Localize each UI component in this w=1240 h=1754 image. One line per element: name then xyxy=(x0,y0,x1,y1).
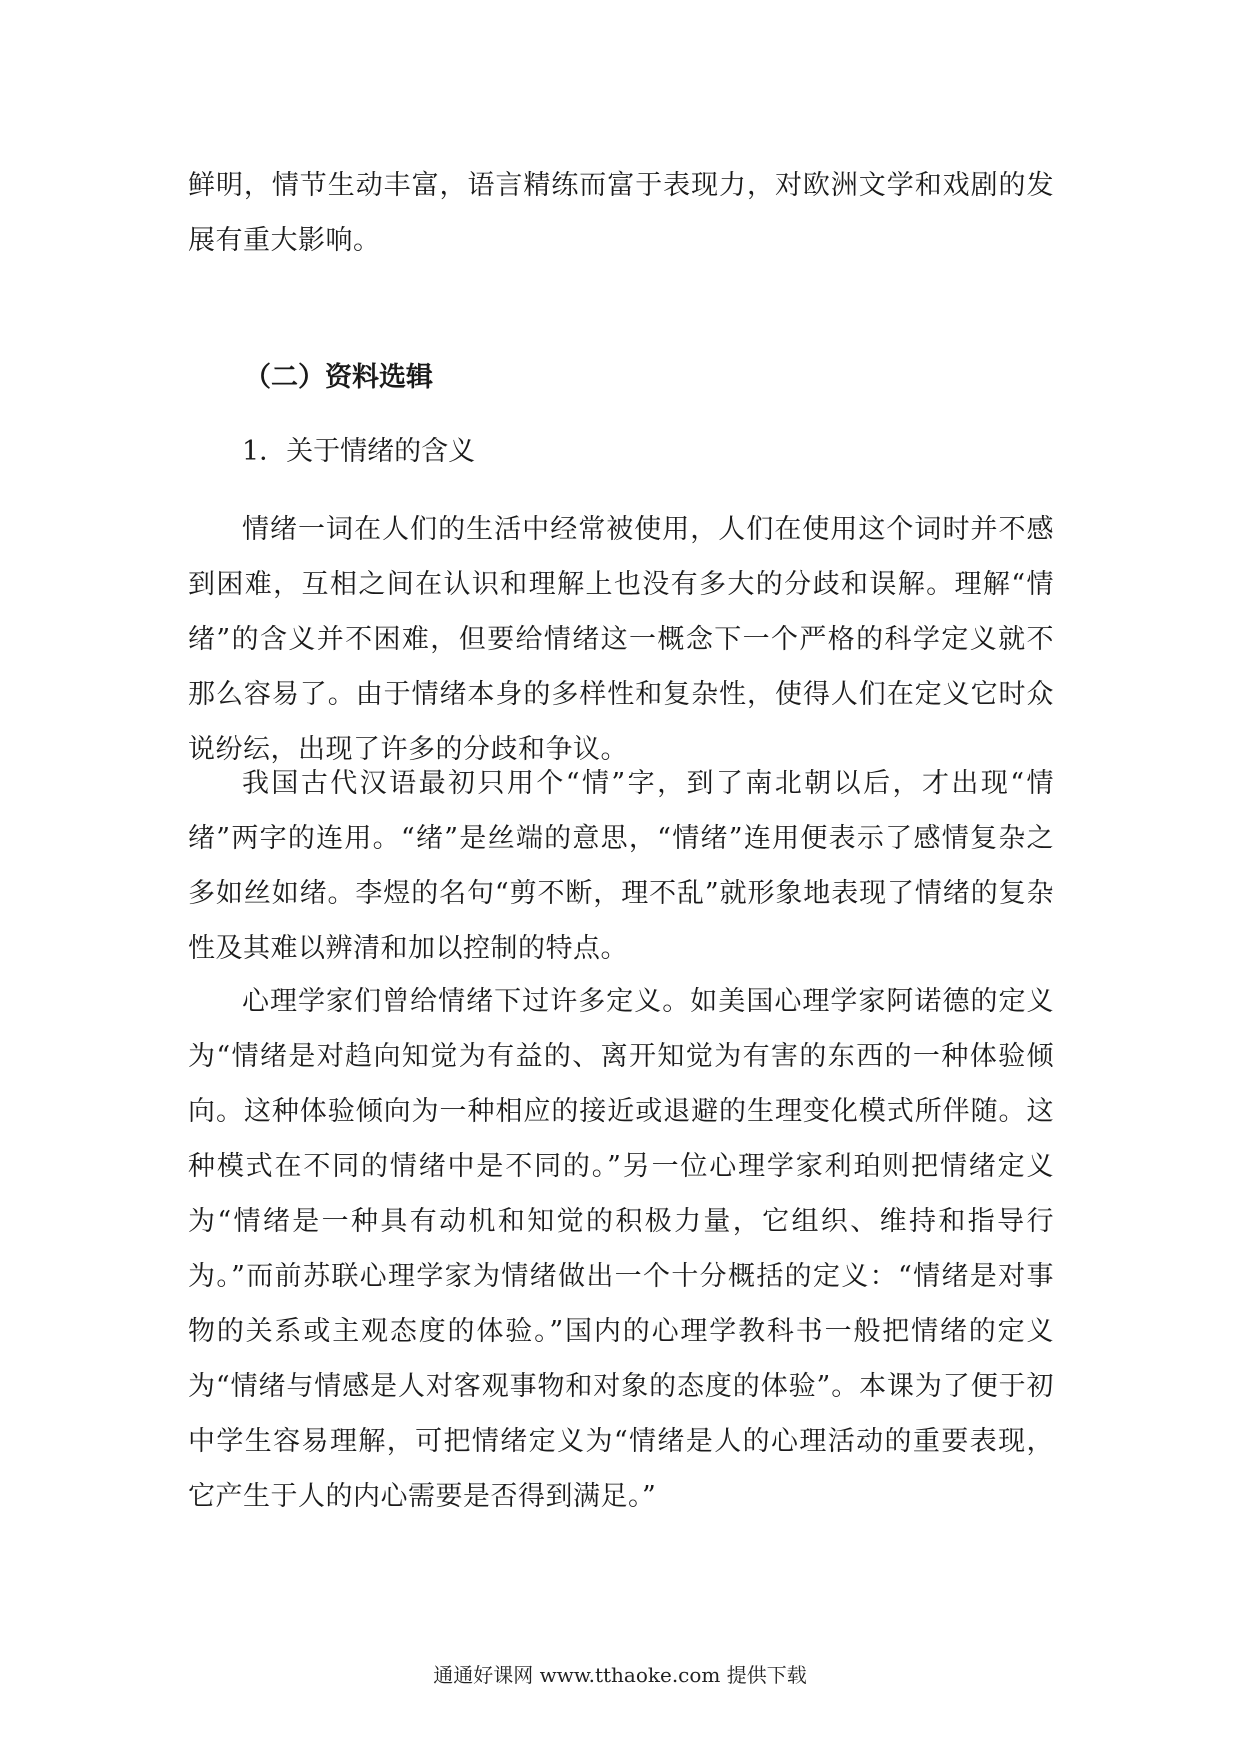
page-footer: 通通好课网 www.tthaoke.com 提供下载 xyxy=(433,1663,807,1687)
paragraph-1: 情绪一词在人们的生活中经常被使用，人们在使用这个词时并不感到困难，互相之间在认识和理解上也没有多大的分歧和误解。理解“情绪”的含义并不困难，但要给情绪这一概念下一个严格的科学定义就不那么容易了。由于情绪本身的多样性和复杂性，使得人们在定义它时众说纷纭，出现了许多的分歧和争议。 xyxy=(188,514,1054,765)
continuation-paragraph: 鲜明，情节生动丰富，语言精练而富于表现力，对欧洲文学和戏剧的发展有重大影响。 xyxy=(188,170,1054,256)
section-heading: （二）资料选辑 xyxy=(244,362,433,393)
paragraph-3: 心理学家们曾给情绪下过许多定义。如美国心理学家阿诺德的定义为“情绪是对趋向知觉为有益的、离开知觉为有害的东西的一种体验倾向。这种体验倾向为一种相应的接近或退避的生理变化模式所伴随。这种模式在不同的情绪中是不同的。”另一位心理学家利珀则把情绪定义为“情绪是一种具有动机和知觉的积极力量，它组织、维持和指导行为。”而前苏联心理学家为情绪做出一个十分概括的定义：“情绪是对事物的关系或主观态度的体验。”国内的心理学教科书一般把情绪的定义为“情绪与情感是人对客观事物和对象的态度的体验”。本课为了便于初中学生容易理解，可把情绪定义为“情绪是人的心理活动的重要表现，它产生于人的内心需要是否得到满足。” xyxy=(188,986,1054,1512)
paragraph-2: 我国古代汉语最初只用个“情”字，到了南北朝以后，才出现“情绪”两字的连用。“绪”是丝端的意思，“情绪”连用便表示了感情复杂之多如丝如绪。李煜的名句“剪不断，理不乱”就形象地表现了情绪的复杂性及其难以辨清和加以控制的特点。 xyxy=(188,768,1054,964)
item-title: 1．关于情绪的含义 xyxy=(242,436,476,467)
